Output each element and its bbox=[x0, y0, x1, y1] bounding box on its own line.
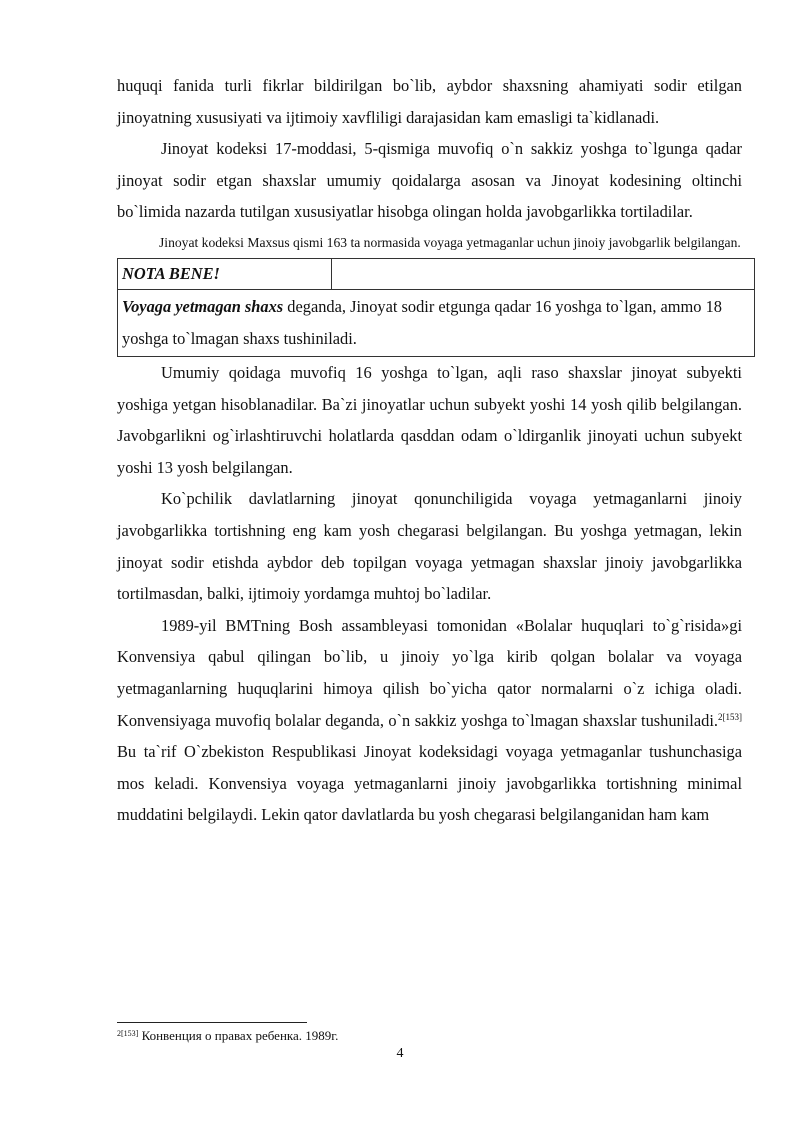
page-body bbox=[117, 70, 742, 831]
paragraph-6 bbox=[117, 610, 742, 831]
nota-bene-box bbox=[117, 258, 755, 357]
paragraph-6-text-a: 1989-yil BMTning Bosh assambleyasi tomonidan «Bolalar huquqlari to`g`risida»gi Konvensiya qabul qilingan bo`lib, u jinoiy yo`lga kirib qolgan bolalar va voyaga yetmaganlarning huquqlarini himoya qilish bo`yicha qator normalarni o`z ichiga oladi. Konvensiyaga muvofiq bolalar deganda, o`n sakkiz yoshga to`lmagan shaxslar tushuniladi. bbox=[117, 615, 742, 730]
nota-bene-text: deganda, Jinoyat sodir etgunga qadar 16 yoshga to`lgan, ammo 18 yoshga to`lmagan shaxs tushiniladi. bbox=[122, 296, 722, 348]
footnote-reference[interactable]: 2[153] bbox=[718, 711, 742, 722]
footnote bbox=[117, 1026, 338, 1046]
paragraph-6-text-b: Bu ta`rif O`zbekiston Respublikasi Jinoyat kodeksidagi voyaga yetmaganlar tushunchasiga mos keladi. Konvensiya voyaga yetmaganlarni jinoiy javobgarlikka tortishning minimal muddatini belgilaydi. Lekin qator davlatlarda bu yosh chegarasi belgilanganidan ham kam bbox=[117, 742, 742, 825]
footnote-separator bbox=[117, 1022, 307, 1023]
paragraph-5: Ko`pchilik davlatlarning jinoyat qonunchiligida voyaga yetmaganlarni jinoiy javobgarlikka tortishning eng kam yosh chegarasi belgilangan. Bu yoshga yetmagan, lekin jinoyat sodir etishda aybdor deb topilgan voyaga yetmagan shaxslar jinoiy javobgarlikka tortilmasdan, balki, ijtimoiy yordamga muhtoj bo`ladilar. bbox=[117, 489, 742, 604]
paragraph-1: huquqi fanida turli fikrlar bildirilgan bo`lib, aybdor shaxsning ahamiyati sodir etilgan jinoyatning xususiyati va ijtimoiy xavfliligi darajasidan kam emasligi ta`kidlanadi. bbox=[117, 76, 742, 127]
footnote-text: Конвенция о правах ребенка. 1989г. bbox=[138, 1028, 339, 1043]
nota-bene-definition bbox=[118, 289, 755, 356]
paragraph-4: Umumiy qoidaga muvofiq 16 yoshga to`lgan, aqli raso shaxslar jinoyat subyekti yoshiga yetgan hisoblanadilar. Ba`zi jinoyatlar uchun subyekt yoshi 14 yosh qilib belgilangan. Javobgarlikni og`irlashtiruvchi holatlarda qasddan odam o`ldirganlik jinoyati uchun subyekt yoshi 13 yosh belgilangan. bbox=[117, 362, 742, 477]
nota-bene-term: Voyaga yetmagan shaxs bbox=[122, 296, 284, 316]
footnote-marker: 2[153] bbox=[117, 1029, 139, 1038]
page-number: 4 bbox=[396, 1046, 404, 1061]
paragraph-3: Jinoyat kodeksi Maxsus qismi 163 ta normasida voyaga yetmaganlar uchun jinoiy javobgarlik belgilangan. bbox=[159, 234, 741, 250]
nota-bene-header: NOTA BENE! bbox=[118, 258, 332, 289]
nota-bene-header-empty bbox=[332, 258, 755, 289]
paragraph-2: Jinoyat kodeksi 17-moddasi, 5-qismiga muvofiq o`n sakkiz yoshga to`lgunga qadar jinoyat sodir etgan shaxslar umumiy qoidalarga asosan va Jinoyat kodesining oltinchi bo`limida nazarda tutilgan xususiyatlar hisobga olingan holda javobgarlikka tortiladilar. bbox=[117, 139, 742, 222]
